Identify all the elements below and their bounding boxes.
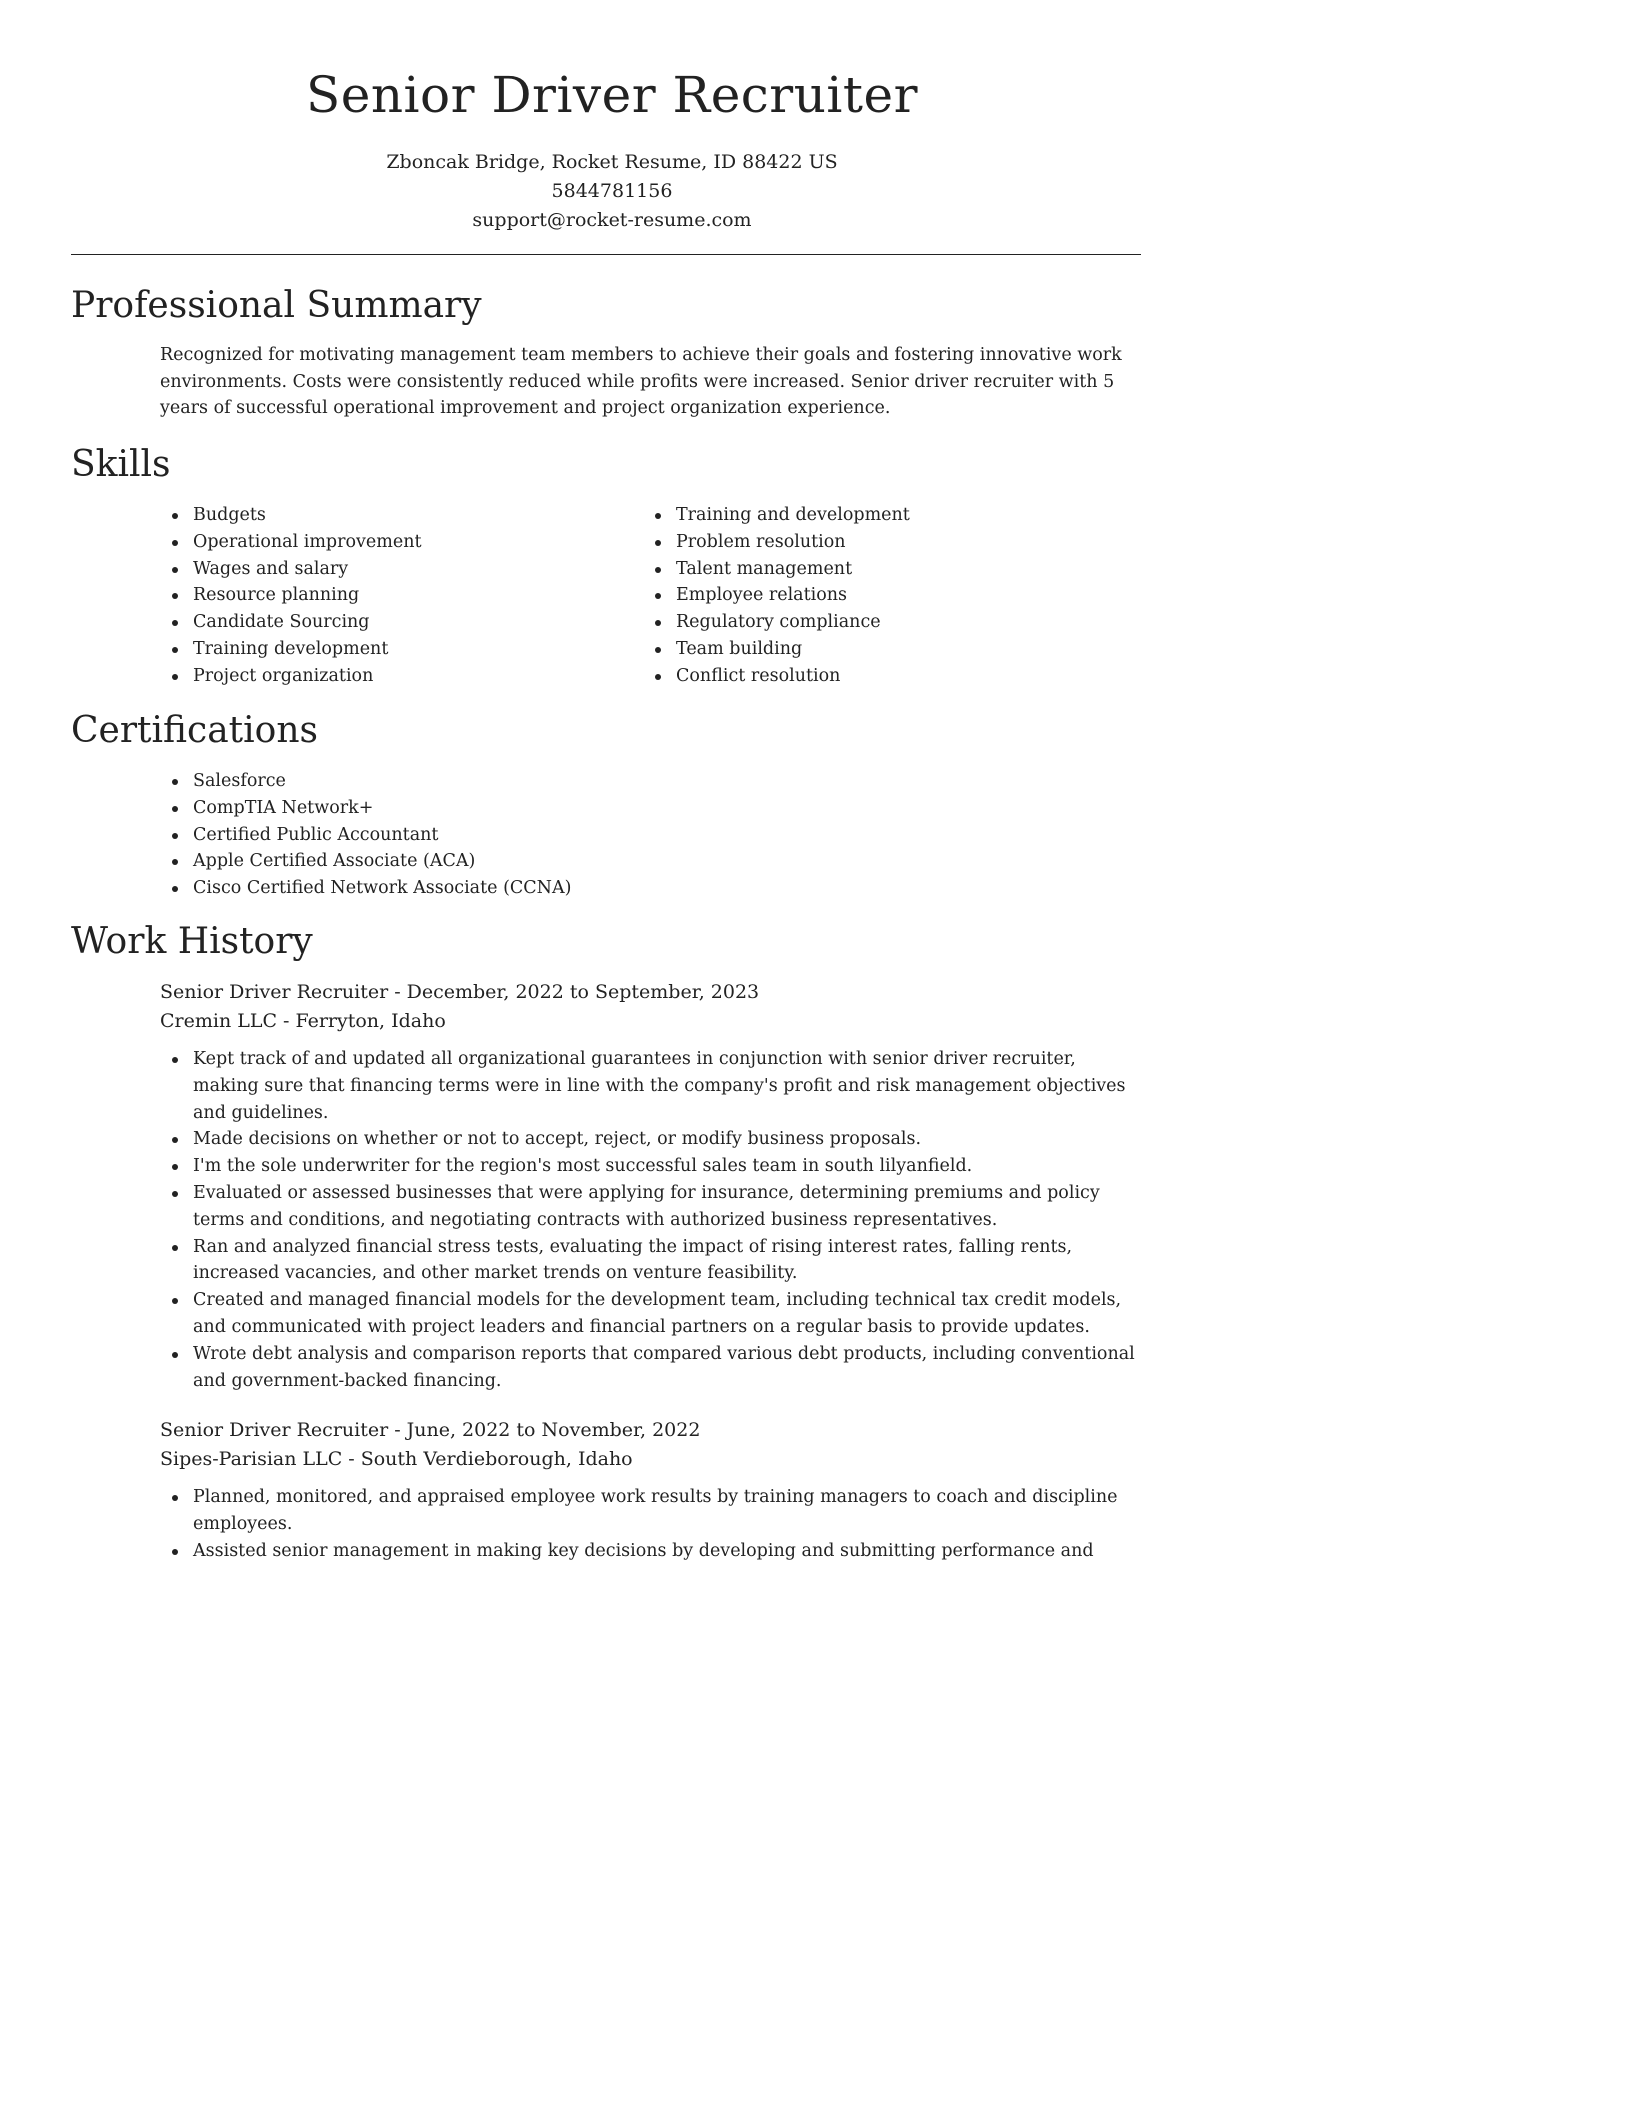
certifications-list [193,768,1141,902]
list-item: Wrote debt analysis and comparison reports that compared various debt products, including conventional and government-backed financing. [193,1341,1141,1395]
certifications-section [71,709,1141,902]
job-bullets [193,1484,1141,1564]
job-company-line [160,1007,1141,1036]
job-title: Senior Driver Recruiter [160,1419,389,1442]
work-history-section [71,920,1141,1565]
list-item: I'm the sole underwriter for the region's most successful sales team in south lilyanfield. [193,1153,1141,1180]
job-dates: June, 2022 to November, 2022 [406,1419,701,1442]
summary-text: Recognized for motivating management team members to achieve their goals and fostering innovative work environments. Costs were consistently reduced while profits were increased. Senior driver recruiter with 5 years of successful operational improvement and project organization experience. [160,345,1122,418]
list-item: Operational improvement [193,529,555,556]
contact-email: support@rocket-resume.com [472,209,752,231]
work-history-heading: Work History [71,921,313,962]
job-dates: December, 2022 to September, 2023 [406,981,760,1003]
job-title-line [160,978,1141,1007]
list-item: Candidate Sourcing [193,609,555,636]
list-item: Wages and salary [193,556,555,583]
separator: - [283,1010,290,1032]
list-item: Ran and analyzed financial stress tests, evaluating the impact of rising interest rates, falling rents, increased vacancies, and other market trends on venture feasibility. [193,1234,1141,1288]
job-company: Sipes-Parisian LLC [160,1448,343,1471]
job-title: Senior Driver Recruiter [160,981,389,1003]
job-bullets [193,1046,1141,1394]
job-entry [160,1416,1141,1564]
list-item: Evaluated or assessed businesses that were applying for insurance, determining premiums and policy terms and conditions, and negotiating contracts with authorized business representatives. [193,1180,1141,1234]
contact-phone: 5844781156 [551,180,673,202]
list-item: Budgets [193,502,555,529]
list-item: Planned, monitored, and appraised employee work results by training managers to coach and discipline employees. [193,1484,1141,1538]
list-item: Created and managed financial models for the development team, including technical tax credit models, and communicated with project leaders and financial partners on a regular basis to provide updates. [193,1287,1141,1341]
separator: - [394,981,401,1003]
skills-heading: Skills [71,444,171,485]
list-item: Talent management [676,556,910,583]
skills-list-left [193,502,555,690]
skills-grid [71,502,1141,690]
list-item: Kept track of and updated all organizational guarantees in conjunction with senior driver recruiter, making sure that financing terms were in line with the company's profit and risk management objectives and guidelines. [193,1046,1141,1126]
contact-address: Zboncak Bridge, Rocket Resume, ID 88422 US [386,151,838,173]
list-item: Training development [193,636,555,663]
list-item: Assisted senior management in making key decisions by developing and submitting performance and [193,1538,1141,1565]
list-item: CompTIA Network+ [193,795,1141,822]
list-item: Salesforce [193,768,1141,795]
list-item: Team building [676,636,910,663]
list-item: Project organization [193,663,555,690]
list-item: Problem resolution [676,529,910,556]
job-company-line [160,1445,1141,1474]
skills-list-right [676,502,910,690]
list-item: Certified Public Accountant [193,822,1141,849]
summary-heading: Professional Summary [71,285,482,326]
job-title-line [160,1416,1141,1445]
header-divider [71,254,1141,255]
list-item: Resource planning [193,582,555,609]
contact-info [0,148,1224,235]
job-location: South Verdieborough, Idaho [360,1448,633,1471]
resume-header [0,0,1224,235]
candidate-name: Senior Driver Recruiter [306,66,918,124]
list-item: Made decisions on whether or not to accept, reject, or modify business proposals. [193,1126,1141,1153]
separator: - [394,1419,401,1442]
job-entry [160,978,1141,1394]
list-item: Apple Certified Associate (ACA) [193,848,1141,875]
skills-section [71,443,1141,690]
summary-section [71,284,1141,422]
list-item: Conflict resolution [676,663,910,690]
list-item: Employee relations [676,582,910,609]
certifications-heading: Certifications [71,710,318,751]
separator: - [348,1448,355,1471]
list-item: Cisco Certified Network Associate (CCNA) [193,875,1141,902]
job-location: Ferryton, Idaho [295,1010,446,1032]
list-item: Training and development [676,502,910,529]
job-company: Cremin LLC [160,1010,278,1032]
list-item: Regulatory compliance [676,609,910,636]
